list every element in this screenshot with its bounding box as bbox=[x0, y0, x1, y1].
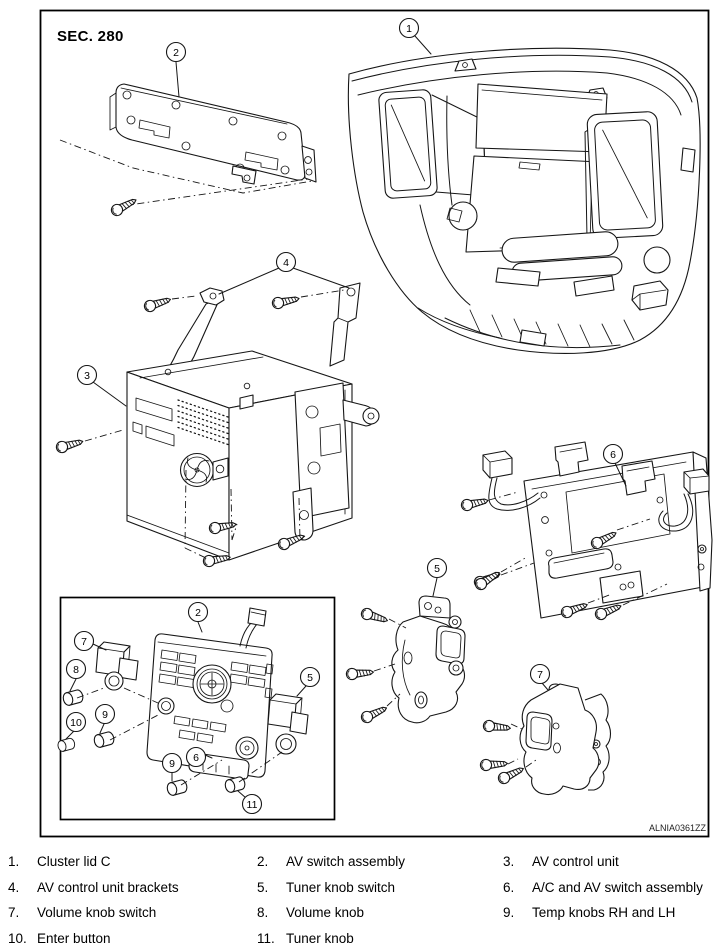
legend-item-2 bbox=[257, 849, 503, 875]
legend-label: Volume knob switch bbox=[37, 905, 156, 920]
legend-item-10 bbox=[8, 926, 257, 951]
legend bbox=[8, 849, 711, 951]
legend-item-1 bbox=[8, 849, 257, 875]
legend-number: 10. bbox=[8, 926, 37, 951]
legend-number: 5. bbox=[257, 875, 286, 901]
legend-item-4 bbox=[8, 875, 257, 901]
legend-label: A/C and AV switch assembly bbox=[532, 880, 703, 895]
legend-number: 4. bbox=[8, 875, 37, 901]
legend-number: 8. bbox=[257, 900, 286, 926]
svg-text:5: 5 bbox=[434, 563, 440, 575]
svg-text:9: 9 bbox=[169, 758, 175, 770]
svg-text:5: 5 bbox=[307, 672, 313, 684]
legend-item-5 bbox=[257, 875, 503, 901]
legend-number: 11. bbox=[257, 926, 286, 951]
legend-number: 2. bbox=[257, 849, 286, 875]
inset-av-switch-assembly-detail bbox=[57, 598, 335, 820]
svg-text:9: 9 bbox=[102, 709, 108, 721]
legend-number: 9. bbox=[503, 900, 532, 926]
legend-label: AV control unit brackets bbox=[37, 880, 179, 895]
legend-item-6 bbox=[503, 875, 711, 901]
svg-text:7: 7 bbox=[81, 636, 87, 648]
legend-label: Tuner knob bbox=[286, 931, 354, 946]
svg-text:10: 10 bbox=[70, 717, 82, 729]
legend-label: Cluster lid C bbox=[37, 854, 111, 869]
legend-item-7 bbox=[8, 900, 257, 926]
svg-text:6: 6 bbox=[193, 752, 199, 764]
svg-text:6: 6 bbox=[610, 449, 616, 461]
svg-text:1: 1 bbox=[406, 23, 412, 35]
legend-item-11 bbox=[257, 926, 503, 951]
legend-item-8 bbox=[257, 900, 503, 926]
legend-number: 1. bbox=[8, 849, 37, 875]
svg-text:3: 3 bbox=[84, 370, 90, 382]
figure-code: ALNIA0361ZZ bbox=[649, 823, 707, 833]
legend-number: 6. bbox=[503, 875, 532, 901]
legend-label: Enter button bbox=[37, 931, 111, 946]
legend-label: Volume knob bbox=[286, 905, 364, 920]
legend-label: AV control unit bbox=[532, 854, 619, 869]
svg-text:8: 8 bbox=[73, 664, 79, 676]
svg-text:7: 7 bbox=[537, 669, 543, 681]
svg-text:4: 4 bbox=[283, 257, 289, 269]
legend-number: 3. bbox=[503, 849, 532, 875]
legend-label: Tuner knob switch bbox=[286, 880, 395, 895]
section-label: SEC. 280 bbox=[57, 28, 124, 45]
svg-text:2: 2 bbox=[195, 607, 201, 619]
legend-number: 7. bbox=[8, 900, 37, 926]
svg-text:2: 2 bbox=[173, 47, 179, 59]
legend-item-3 bbox=[503, 849, 711, 875]
legend-label: AV switch assembly bbox=[286, 854, 405, 869]
legend-label: Temp knobs RH and LH bbox=[532, 905, 675, 920]
legend-item-9 bbox=[503, 900, 711, 926]
svg-text:11: 11 bbox=[247, 799, 258, 811]
